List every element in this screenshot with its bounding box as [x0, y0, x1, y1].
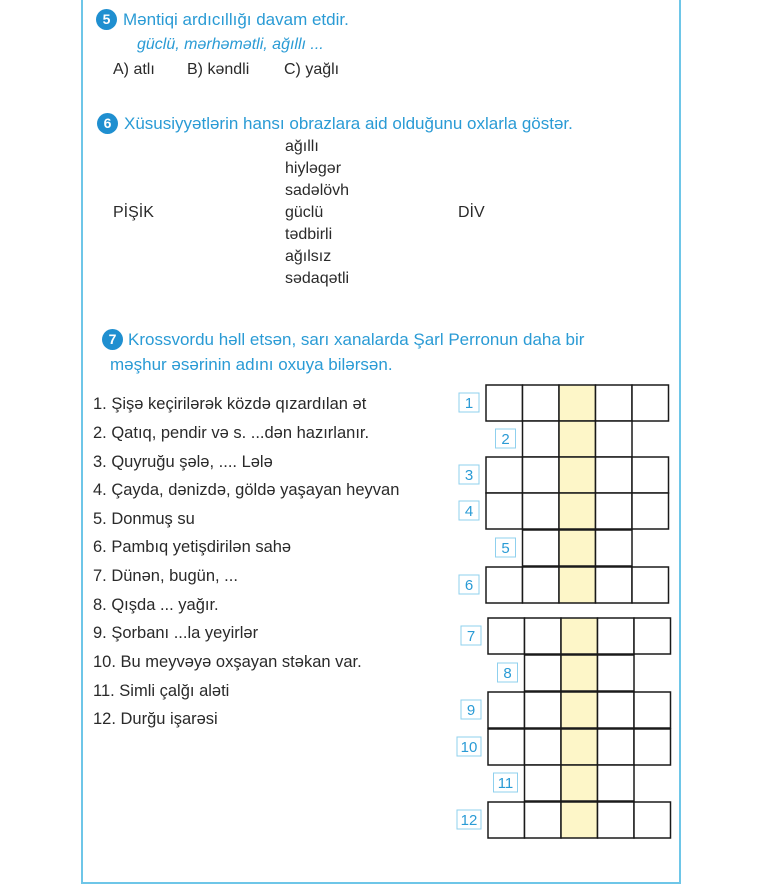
- crossword-cell-highlight[interactable]: [561, 618, 598, 654]
- option-a: A) atlı: [113, 61, 155, 78]
- clue-8: 8. Qışda ... yağır.: [93, 596, 219, 614]
- clue-10: 10. Bu meyvəyə oxşayan stəkan var.: [93, 653, 362, 671]
- crossword-cell[interactable]: [523, 385, 560, 421]
- crossword-cell[interactable]: [488, 729, 525, 765]
- crossword-cell-highlight[interactable]: [559, 421, 596, 457]
- clue-9: 9. Şorbanı ...la yeyirlər: [93, 624, 259, 642]
- trait-item: güclü: [285, 204, 324, 221]
- option-c: C) yağlı: [284, 61, 340, 78]
- crossword-cell[interactable]: [488, 692, 525, 728]
- crossword-label: 7: [466, 628, 476, 645]
- crossword-label: 4: [464, 503, 474, 520]
- crossword-cell[interactable]: [523, 493, 560, 529]
- clue-1: 1. Şişə keçirilərək közdə qızardılan ət: [93, 395, 367, 413]
- crossword-cell[interactable]: [525, 692, 562, 728]
- crossword-cell-highlight[interactable]: [559, 530, 596, 566]
- crossword-cell[interactable]: [523, 421, 560, 457]
- crossword-cell[interactable]: [525, 655, 562, 691]
- crossword-cell[interactable]: [596, 530, 633, 566]
- clue-5: 5. Donmuş su: [93, 510, 195, 528]
- trait-item: ağılsız: [285, 248, 332, 265]
- crossword-cell[interactable]: [596, 567, 633, 603]
- trait-item: tədbirli: [285, 226, 333, 243]
- trait-item: sadəlövh: [285, 182, 350, 199]
- crossword-label: 6: [464, 577, 474, 594]
- crossword-cell[interactable]: [486, 457, 523, 493]
- task-7-question-line1: Krossvordu həll etsən, sarı xanalarda Şarl Perronun daha bir: [128, 330, 585, 349]
- crossword-cell[interactable]: [486, 493, 523, 529]
- character-pisik: PİŞİK: [113, 204, 154, 221]
- crossword-cell[interactable]: [525, 802, 562, 838]
- task-5-sequence: güclü, mərhəmətli, ağıllı ...: [137, 36, 324, 53]
- clue-4: 4. Çayda, dənizdə, göldə yaşayan heyvan: [93, 481, 400, 499]
- crossword-cell[interactable]: [596, 493, 633, 529]
- task-6-badge: 6: [97, 113, 118, 134]
- task-7-badge: 7: [102, 329, 123, 350]
- clue-3: 3. Quyruğu şələ, .... Lələ: [93, 453, 273, 471]
- task-6-question: Xüsusiyyətlərin hansı obrazlara aid olduğunu oxlarla göstər.: [124, 114, 573, 133]
- crossword-cell-highlight[interactable]: [561, 765, 598, 801]
- crossword-cell-highlight[interactable]: [561, 729, 598, 765]
- crossword-cell[interactable]: [488, 802, 525, 838]
- crossword-cell[interactable]: [486, 385, 523, 421]
- crossword-cell[interactable]: [598, 729, 635, 765]
- clue-2: 2. Qatıq, pendir və s. ...dən hazırlanır.: [93, 424, 370, 442]
- crossword-cell[interactable]: [634, 618, 671, 654]
- crossword-cell[interactable]: [523, 530, 560, 566]
- crossword-cell[interactable]: [525, 729, 562, 765]
- task-5-badge: 5: [96, 9, 117, 30]
- crossword-cell-highlight[interactable]: [561, 802, 598, 838]
- crossword-cell[interactable]: [598, 765, 635, 801]
- crossword-cell-highlight[interactable]: [559, 493, 596, 529]
- crossword-cell[interactable]: [486, 567, 523, 603]
- crossword-label: 12: [460, 812, 478, 829]
- crossword-cell[interactable]: [598, 618, 635, 654]
- crossword-label: 8: [503, 665, 512, 682]
- crossword-label: 11: [497, 775, 514, 792]
- crossword-label: 10: [460, 739, 478, 756]
- crossword-cell[interactable]: [634, 729, 671, 765]
- crossword-cell-highlight[interactable]: [561, 692, 598, 728]
- crossword-label: 2: [501, 431, 510, 448]
- crossword-cell[interactable]: [596, 457, 633, 493]
- crossword-cell-highlight[interactable]: [559, 457, 596, 493]
- crossword-cell[interactable]: [632, 457, 669, 493]
- crossword-cell[interactable]: [525, 618, 562, 654]
- clue-7: 7. Dünən, bugün, ...: [93, 567, 238, 585]
- crossword-cell[interactable]: [632, 385, 669, 421]
- character-div: DİV: [458, 204, 485, 221]
- crossword-cell-highlight[interactable]: [559, 567, 596, 603]
- crossword-label: 1: [464, 395, 474, 412]
- crossword-cell[interactable]: [632, 493, 669, 529]
- option-b: B) kəndli: [187, 61, 250, 78]
- crossword-cell[interactable]: [525, 765, 562, 801]
- crossword-cell-highlight[interactable]: [559, 385, 596, 421]
- clue-12: 12. Durğu işarəsi: [93, 710, 218, 728]
- clue-6: 6. Pambıq yetişdirilən sahə: [93, 538, 292, 556]
- clue-11: 11. Simli çalğı aləti: [93, 682, 230, 700]
- crossword-cell[interactable]: [632, 567, 669, 603]
- task-5-question: Məntiqi ardıcıllığı davam etdir.: [123, 10, 349, 29]
- crossword-cell[interactable]: [596, 421, 633, 457]
- trait-item: ağıllı: [285, 138, 319, 155]
- crossword-cell[interactable]: [523, 567, 560, 603]
- task-7-question-line2: məşhur əsərinin adını oxuya bilərsən.: [110, 355, 393, 374]
- crossword-label: 3: [464, 467, 474, 484]
- crossword-cell-highlight[interactable]: [561, 655, 598, 691]
- crossword-cell[interactable]: [598, 655, 635, 691]
- crossword-cell[interactable]: [598, 692, 635, 728]
- crossword-cell[interactable]: [596, 385, 633, 421]
- crossword-cell[interactable]: [523, 457, 560, 493]
- crossword-label: 5: [501, 540, 510, 557]
- crossword-label: 9: [466, 702, 476, 719]
- crossword-cell[interactable]: [488, 618, 525, 654]
- crossword-cell[interactable]: [634, 802, 671, 838]
- crossword-cell[interactable]: [634, 692, 671, 728]
- trait-item: sədaqətli: [285, 270, 350, 287]
- trait-item: hiyləgər: [285, 160, 342, 177]
- crossword-cell[interactable]: [598, 802, 635, 838]
